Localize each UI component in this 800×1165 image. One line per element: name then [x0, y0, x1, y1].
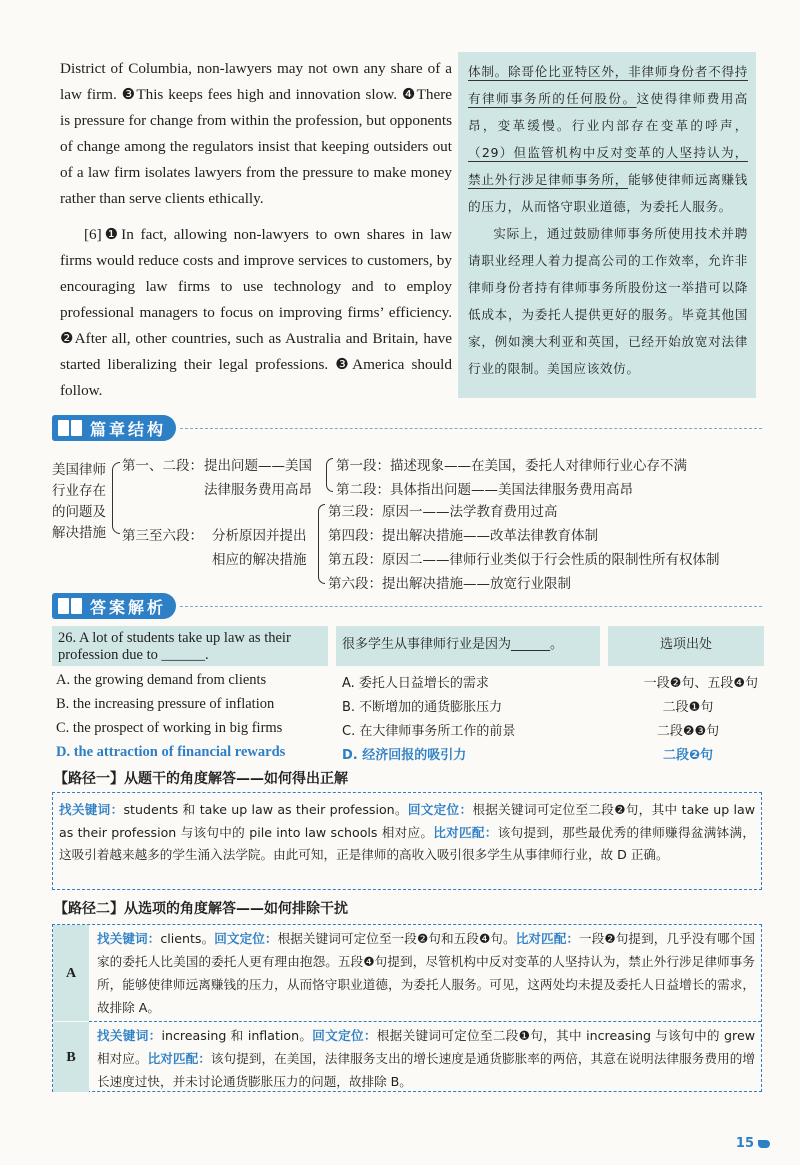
option-d-source: 二段❷句 — [662, 748, 713, 763]
path1-kw-locate: 回文定位： — [407, 802, 473, 817]
book-icon — [58, 420, 82, 436]
translation-underlined-1: 体制。除哥伦比亚特区外，非律师身份者不得持有律师事务所的任何股份。 — [468, 64, 748, 106]
option-a-en: A. the growing demand from clients — [56, 672, 267, 688]
structure-b-text1: 分析原因并提出 — [212, 528, 307, 544]
option-c-cn: C. 在大律师事务所工作的前景 — [342, 724, 516, 739]
b-brace — [318, 504, 325, 584]
path2-b-kw-locate: 回文定位： — [312, 1028, 377, 1043]
structure-diagram — [52, 454, 764, 592]
path1-title: 【路径一】从题干的角度解答——如何得出正解 — [54, 771, 348, 787]
option-row-d-correct — [52, 742, 764, 766]
path1-box — [52, 792, 762, 890]
path2-a-kw-locate: 回文定位： — [214, 931, 278, 946]
book-icon — [58, 598, 82, 614]
path2-text-b — [97, 1024, 755, 1093]
structure-root: 美国律师行业存在的问题及解决措施 — [52, 462, 106, 541]
path2-a-text-match: 一段❷句提到，几乎没有哪个国家的委托人比美国的委托人更有理由抱怨。五段❹句提到，尽管机构中反对变革的人坚持认为，禁止外行涉足律师事务所，能够使律师远离赚钱的压力，从而恪守职业道德，为委托人服务。可见，这两处均未提及委托人日益增长的需求，故排除 A。 — [97, 931, 756, 1015]
page-number — [736, 1136, 770, 1151]
question-table — [52, 626, 764, 766]
option-b-en: B. the increasing pressure of inflation — [56, 696, 275, 712]
option-b-source: 二段❶句 — [662, 700, 714, 715]
question-header-row — [52, 626, 764, 670]
path1-kw-match: 比对匹配： — [433, 824, 498, 840]
structure-divider — [180, 428, 762, 429]
path2-a-text-locate: 根据关键词可定位至一段❷句和五段❹句。 — [277, 931, 516, 946]
path2-b-kw-match: 比对匹配： — [147, 1051, 211, 1066]
path1-text-locate: 根据关键词可定位至二段❷句，其中 take up law as their profession 与该句中的 pile into law schools 相对应。 — [59, 802, 756, 840]
structure-a-text2: 法律服务费用高昂 — [204, 482, 312, 498]
path1-kw-find: 找关键词： — [59, 802, 124, 817]
translation-panel — [458, 52, 756, 398]
structure-b-text2: 相应的解决措施 — [212, 552, 307, 568]
source-header: 选项出处 — [608, 626, 764, 666]
structure-a2: 第二段：具体指出问题——美国法律服务费用高昂 — [336, 482, 633, 498]
answer-badge — [52, 593, 176, 619]
path2-row-b — [53, 1022, 761, 1092]
passage-paragraph-6: [6]❶In fact, allowing non-lawyers to own shares in law firms would reduce costs and improve services to customers, by encouraging law firms to use technology and to employ professional managers to focus on improving firms’ efficiency. ❷After all, other countries, such as Australia and Britain, have started liberalizing their legal professions. ❸America should follow. — [60, 226, 452, 399]
a-brace — [326, 458, 333, 492]
option-a-cn: A. 委托人日益增长的需求 — [342, 676, 489, 691]
option-c-source: 二段❷❸句 — [656, 724, 720, 739]
answer-title: 答案解析 — [90, 597, 167, 617]
structure-section-header — [52, 414, 176, 442]
translation-paragraph-6: 实际上，通过鼓励律师事务所使用技术并聘请职业经理人着力提高公司的工作效率，允许非律师身份者持有律师事务所股份这一举措可以降低成本，为委托人提供更好的服务。毕竟其他国家，例如澳大利亚和英国，已经开始放宽对法律行业的限制。美国应该效仿。 — [468, 226, 748, 376]
option-row-b — [52, 694, 764, 718]
path2-box — [52, 924, 762, 1092]
path2-title: 【路径二】从选项的角度解答——如何排除干扰 — [54, 901, 348, 917]
question-stem-en: 26. A lot of students take up law as their profession due to ______. — [52, 626, 328, 666]
graduation-cap-icon — [758, 1140, 770, 1148]
path2-tag-b: B — [53, 1022, 89, 1092]
answer-section-header — [52, 592, 176, 620]
answer-divider — [180, 606, 762, 607]
structure-b3: 第五段：原因二——律师行业类似于行会性质的限制性所有权体制 — [328, 552, 720, 568]
option-c-en: C. the prospect of working in big firms — [56, 720, 283, 736]
option-d-en: D. the attraction of financial rewards — [56, 744, 286, 760]
option-d-cn: D. 经济回报的吸引力 — [342, 748, 467, 763]
translation-underlined-2: （29）但监管机构中反对变革的人坚持认为，禁止外行涉足律师事务所， — [468, 145, 748, 187]
structure-b4: 第六段：提出解决措施——放宽行业限制 — [328, 576, 571, 592]
option-row-c — [52, 718, 764, 742]
structure-b-label: 第三至六段： — [122, 528, 203, 544]
path2-b-text-match: 该句提到，在美国，法律服务支出的增长速度是通货膨胀率的两倍，其意在说明法律服务费用的增长速度过快，并未讨论通货膨胀压力的问题，故排除 B。 — [97, 1051, 756, 1089]
path2-b-kw-find: 找关键词： — [97, 1028, 162, 1043]
option-a-source: 一段❷句、五段❹句 — [643, 676, 758, 691]
structure-a-label: 第一、二段： — [122, 458, 203, 474]
structure-b2: 第四段：提出解决措施——改革法律教育体制 — [328, 528, 598, 544]
path1-text-find: students 和 take up law as their profession。 — [123, 802, 408, 817]
passage-paragraph-5-end: District of Columbia, non-lawyers may not own any share of a law firm. ❸This keeps fees high and innovation slow. ❹There is pressure for change from within the profession, but opponents of change among the regulators insist that keeping outsiders out of a law firm isolates lawyers from the pressure to make money rather than serve clients ethically. — [60, 60, 453, 207]
structure-a1: 第一段：描述现象——在美国，委托人对律师行业心存不满 — [336, 458, 687, 474]
path2-a-text-find: clients。 — [160, 931, 215, 946]
path2-a-kw-find: 找关键词： — [97, 931, 161, 946]
path2-a-kw-match: 比对匹配： — [515, 931, 580, 946]
translation-text-2: 能够使律师远离赚钱的压力，从而恪守职业道德，为委托人服务。 — [468, 172, 748, 214]
option-row-a — [52, 670, 764, 694]
option-b-cn: B. 不断增加的通货膨胀压力 — [342, 700, 503, 715]
path2-text-a — [97, 927, 755, 1019]
structure-title: 篇章结构 — [90, 419, 167, 439]
question-stem-cn: 很多学生从事律师行业是因为______。 — [336, 626, 600, 666]
path2-row-a — [53, 925, 761, 1021]
translation-paragraph-5 — [468, 58, 748, 220]
translation-text-1: 这使得律师费用高昂，变革缓慢。行业内部存在变革的呼声， — [468, 91, 748, 133]
page-number-text: 15 — [735, 1136, 754, 1151]
path2-b-text-find: increasing 和 inflation。 — [161, 1028, 313, 1043]
path1-text-match: 该句提到，那些最优秀的律师赚得盆满钵满，这吸引着越来越多的学生涌入法学院。由此可知，正是律师的高收入吸引很多学生从事律师行业，故 D 正确。 — [59, 824, 756, 862]
root-brace — [112, 462, 120, 534]
structure-a-text1: 提出问题——美国 — [204, 458, 312, 474]
path2-b-text-locate: 根据关键词可定位至二段❶句，其中 increasing 与该句中的 grew 相对应。 — [97, 1028, 756, 1066]
structure-badge — [52, 415, 176, 441]
path2-tag-a: A — [53, 925, 89, 1021]
english-passage — [60, 56, 452, 414]
structure-b1: 第三段：原因一——法学教育费用过高 — [328, 504, 558, 520]
